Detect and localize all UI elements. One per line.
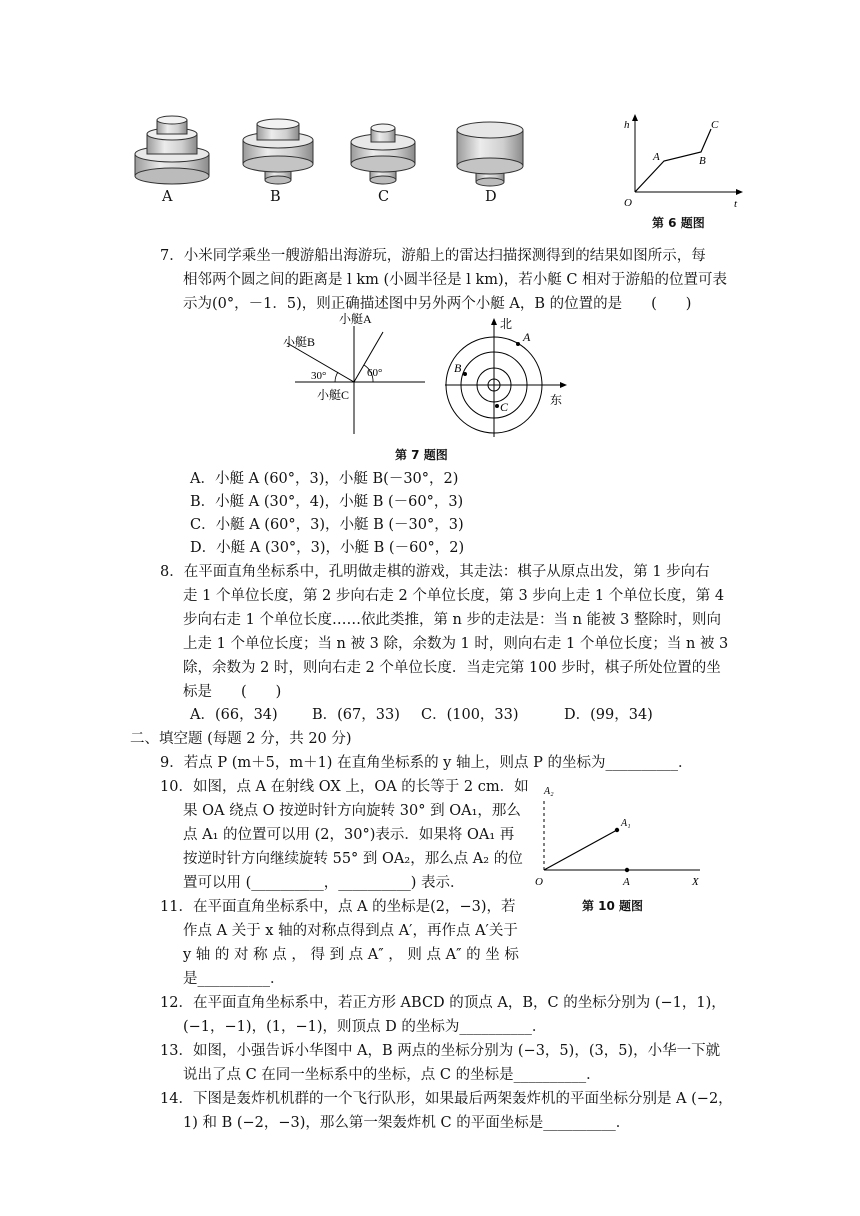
q7-option-b: B．小艇 A (30°，4)，小艇 B (－60°，3) xyxy=(190,494,464,510)
shape-b xyxy=(243,119,313,184)
q7-line: 7．小米同学乘坐一艘游船出海游玩，游船上的雷达扫描探测得到的结果如图所示，每 xyxy=(160,248,706,264)
graph-b-label: B xyxy=(699,155,706,167)
radar-point-b xyxy=(463,372,467,376)
graph-h-label: h xyxy=(624,119,630,131)
angle-30-label: 30° xyxy=(311,370,327,382)
q8-option-d: D．(99，34) xyxy=(564,707,653,723)
q7-option-a: A．小艇 A (60°，3)，小艇 B(－30°，2) xyxy=(190,471,459,487)
q8-line: 8．在平面直角坐标系中，孔明做走棋的游戏，其走法：棋子从原点出发，第 1 步向右 xyxy=(160,564,710,580)
q8-option-a: A．(66，34) xyxy=(190,707,278,723)
north-label: 北 xyxy=(500,317,513,331)
shape-a xyxy=(135,116,209,184)
shape-label-c: C xyxy=(378,189,390,205)
radar-c-label: C xyxy=(500,400,509,414)
q11-line: 11．在平面直角坐标系中，点 A 的坐标是(2，−3)，若 xyxy=(160,899,516,915)
q12-line: 12．在平面直角坐标系中，若正方形 ABCD 的顶点 A，B，C 的坐标分别为 (−1，1)， xyxy=(160,995,726,1011)
shape-label-b: B xyxy=(270,189,281,205)
q8-line: 步向右走 1 个单位长度……依此类推，第 n 步的走法是：当 n 能被 3 整除时，则向 xyxy=(183,612,721,628)
q13-line: 13．如图，小强告诉小华图中 A，B 两点的坐标分别为 (−3，5)，(3，5)，小华一下就 xyxy=(160,1043,721,1059)
q10-ray-figure xyxy=(530,782,710,892)
q10-caption: 第 10 题图 xyxy=(582,899,644,913)
q10-line: 果 OA 绕点 O 按逆时针方向旋转 30° 到 OA₁，那么 xyxy=(183,803,521,819)
shape-label-a: A xyxy=(162,189,173,205)
point-a xyxy=(625,868,629,872)
q11-line: y 轴 的 对 称 点 ， 得 到 点 A″ ， 则 点 A″ 的 坐 标 xyxy=(183,947,519,963)
q8-line: 走 1 个单位长度，第 2 步向右走 2 个单位长度，第 3 步向上走 1 个单位长度，第 4 xyxy=(183,588,725,604)
q11-line: 作点 A 关于 x 轴的对称点得到点 A′，再作点 A′关于 xyxy=(183,923,518,939)
label-o: O xyxy=(535,876,543,888)
q10-line: 10．如图，点 A 在射线 OX 上，OA 的长等于 2 cm．如 xyxy=(160,779,529,795)
q9: 9．若点 P (m＋5，m＋1) 在直角坐标系的 y 轴上，则点 P 的坐标为__________． xyxy=(160,755,693,771)
q14-line: 14．下图是轰炸机机群的一个飞行队形，如果最后两架轰炸机的平面坐标分别是 A (−2， xyxy=(160,1091,733,1107)
q8-line: 除，余数为 2 时，则向右走 2 个单位长度．当走完第 100 步时，棋子所处位置的坐 xyxy=(183,660,721,676)
graph-c-label: C xyxy=(711,119,719,131)
label-a2: A₂ xyxy=(544,786,554,797)
q7-option-d: D．小艇 A (30°，3)，小艇 B (－60°，2) xyxy=(190,540,465,556)
point-a1 xyxy=(615,828,619,832)
label-a: A xyxy=(623,876,630,888)
shape-label-d: D xyxy=(485,189,497,205)
label-a1: A₁ xyxy=(621,818,631,829)
q14-line: 1) 和 B (−2，−3)，那么第一架轰炸机 C 的平面坐标是__________． xyxy=(183,1115,631,1131)
q8-option-b: B．(67，33) xyxy=(312,707,400,723)
graph-a-label: A xyxy=(653,151,660,163)
angle-60-label: 60° xyxy=(367,367,383,379)
radar-point-a xyxy=(516,342,520,346)
east-label: 东 xyxy=(550,393,563,407)
q7-radar-figure xyxy=(440,315,580,440)
graph-t-label: t xyxy=(734,198,738,210)
q6-shapes-figure xyxy=(125,110,545,206)
shape-c xyxy=(351,124,415,184)
q7-caption: 第 7 题图 xyxy=(395,448,448,462)
graph-o-label: O xyxy=(624,197,632,209)
q8-line: 上走 1 个单位长度；当 n 被 3 除，余数为 1 时，则向右走 1 个单位长度；当 n 被 3 xyxy=(183,636,729,652)
q10-line: 点 A₁ 的位置可以用 (2，30°)表示．如果将 OA₁ 再 xyxy=(183,827,515,843)
boat-b-label: 小艇B xyxy=(283,335,316,349)
q6-graph xyxy=(615,112,745,210)
q10-line: 按逆时针方向继续旋转 55° 到 OA₂，那么点 A₂ 的位 xyxy=(183,851,523,867)
q7-line: 示为(0°，－1．5)，则正确描述图中另外两个小艇 A，B 的位置的是 ( ) xyxy=(183,296,692,312)
q8-line: 标是 ( ) xyxy=(183,684,282,700)
q7-line: 相邻两个圆之间的距离是 l km (小圆半径是 l km)，若小艇 C 相对于游船的位置可表 xyxy=(183,272,728,288)
radar-point-c xyxy=(495,404,499,408)
q8-option-c: C．(100，33) xyxy=(421,707,519,723)
q11-line: 是__________． xyxy=(183,971,285,987)
q6-caption: 第 6 题图 xyxy=(652,216,705,230)
section-fill-blank-heading: 二、填空题 (每题 2 分，共 20 分) xyxy=(130,731,352,747)
q12-line: (−1，−1)，(1，−1)，则顶点 D 的坐标为__________． xyxy=(183,1019,547,1035)
boat-c-label: 小艇C xyxy=(317,388,350,402)
shape-d xyxy=(457,122,523,186)
q13-line: 说出了点 C 在同一坐标系中的坐标，点 C 的坐标是__________． xyxy=(183,1067,601,1083)
radar-a-label: A xyxy=(523,330,531,344)
radar-b-label: B xyxy=(454,361,462,375)
boat-a-label: 小艇A xyxy=(339,312,372,326)
label-x: X xyxy=(692,876,699,888)
q10-line: 置可以用 (__________，__________) 表示． xyxy=(183,875,465,891)
q7-angle-figure xyxy=(275,308,435,438)
q7-option-c: C．小艇 A (60°，3)，小艇 B (－30°，3) xyxy=(190,517,464,533)
